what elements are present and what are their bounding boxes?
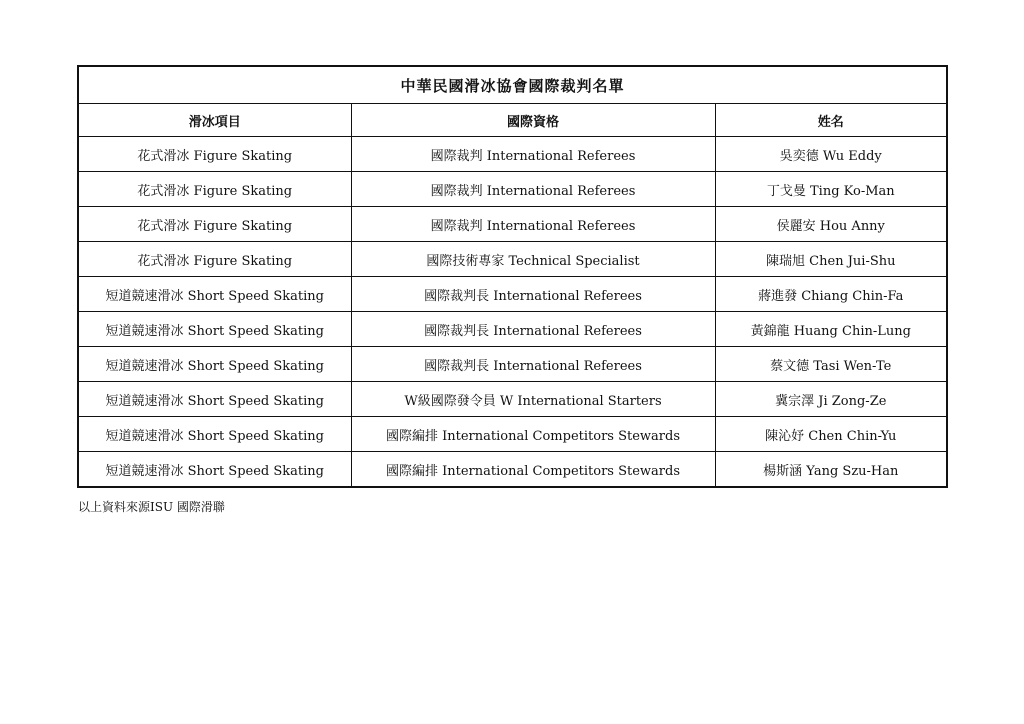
cell-name: 陳沁妤 Chen Chin-Yu [715, 417, 947, 452]
cell-event: 花式滑冰 Figure Skating [78, 172, 351, 207]
table-row [78, 207, 947, 242]
table-row [78, 417, 947, 452]
table-row [78, 277, 947, 312]
table-row [78, 452, 947, 488]
cell-name: 蔣進發 Chiang Chin-Fa [715, 277, 947, 312]
cell-event: 短道競速滑冰 Short Speed Skating [78, 417, 351, 452]
cell-qualification: 國際裁判長 International Referees [351, 277, 715, 312]
source-footnote: 以上資料來源ISU 國際滑聯 [78, 500, 225, 514]
cell-name: 黃錦龍 Huang Chin-Lung [715, 312, 947, 347]
cell-qualification: 國際裁判 International Referees [351, 137, 715, 172]
cell-qualification: 國際裁判長 International Referees [351, 312, 715, 347]
cell-event: 花式滑冰 Figure Skating [78, 242, 351, 277]
cell-event: 短道競速滑冰 Short Speed Skating [78, 382, 351, 417]
cell-name: 蔡文德 Tasi Wen-Te [715, 347, 947, 382]
column-header-event: 滑冰項目 [78, 104, 351, 137]
column-header-qualification: 國際資格 [351, 104, 715, 137]
table-row [78, 312, 947, 347]
cell-qualification: W級國際發令員 W International Starters [351, 382, 715, 417]
table-row [78, 137, 947, 172]
cell-event: 花式滑冰 Figure Skating [78, 207, 351, 242]
table-row [78, 172, 947, 207]
column-header-name: 姓名 [715, 104, 947, 137]
cell-qualification: 國際編排 International Competitors Stewards [351, 452, 715, 488]
cell-event: 花式滑冰 Figure Skating [78, 137, 351, 172]
cell-qualification: 國際裁判 International Referees [351, 172, 715, 207]
cell-name: 陳瑞旭 Chen Jui-Shu [715, 242, 947, 277]
cell-event: 短道競速滑冰 Short Speed Skating [78, 312, 351, 347]
header-row [78, 104, 947, 137]
cell-qualification: 國際裁判 International Referees [351, 207, 715, 242]
table-title: 中華民國滑冰協會國際裁判名單 [78, 66, 947, 104]
cell-name: 冀宗澤 Ji Zong-Ze [715, 382, 947, 417]
cell-event: 短道競速滑冰 Short Speed Skating [78, 452, 351, 488]
cell-name: 楊斯涵 Yang Szu-Han [715, 452, 947, 488]
cell-name: 侯麗安 Hou Anny [715, 207, 947, 242]
table-row [78, 242, 947, 277]
table-row [78, 382, 947, 417]
cell-name: 丁戈曼 Ting Ko-Man [715, 172, 947, 207]
cell-event: 短道競速滑冰 Short Speed Skating [78, 277, 351, 312]
cell-qualification: 國際裁判長 International Referees [351, 347, 715, 382]
referee-table [77, 65, 948, 488]
title-row [78, 66, 947, 104]
table-row [78, 347, 947, 382]
cell-qualification: 國際編排 International Competitors Stewards [351, 417, 715, 452]
cell-event: 短道競速滑冰 Short Speed Skating [78, 347, 351, 382]
cell-name: 吳奕德 Wu Eddy [715, 137, 947, 172]
cell-qualification: 國際技術專家 Technical Specialist [351, 242, 715, 277]
